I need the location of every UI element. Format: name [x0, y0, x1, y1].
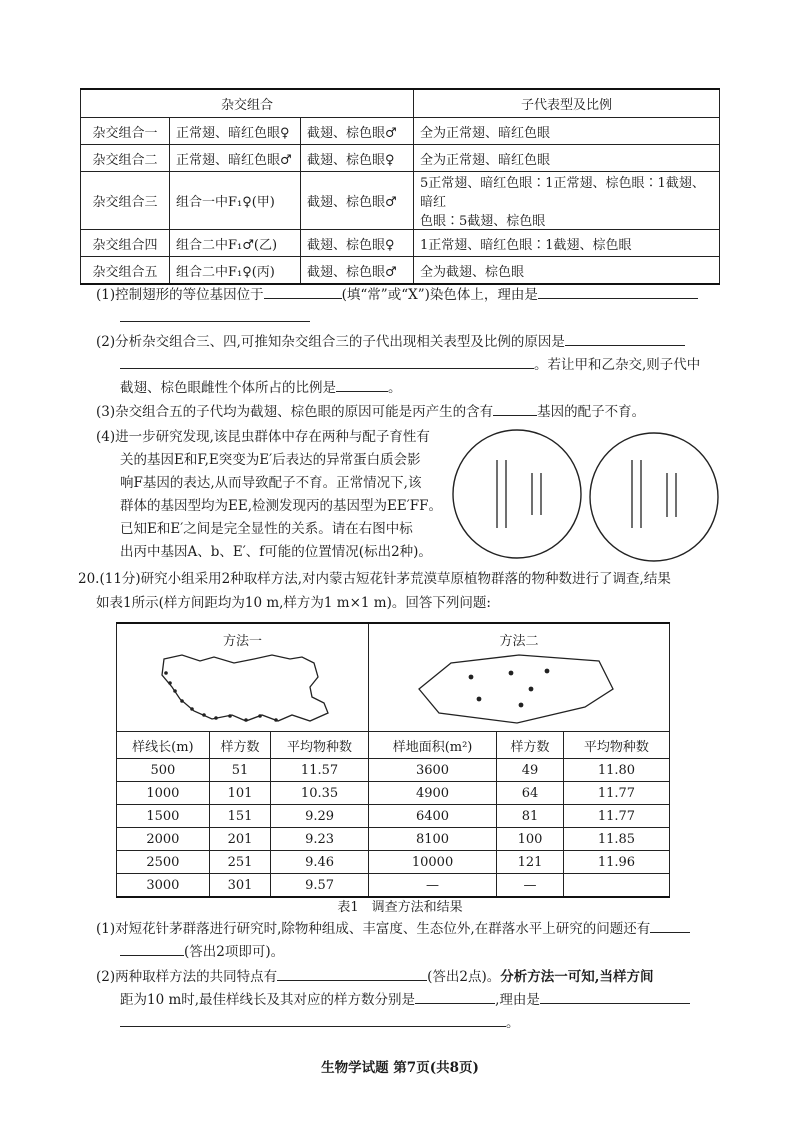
table-cell: 6400	[368, 805, 496, 828]
q4-line-5: 已知E和E′之间是完全显性的关系。请在右图中标	[120, 521, 413, 537]
table-cell: 201	[209, 828, 270, 851]
header-cross: 杂交组合	[81, 89, 414, 118]
q2-text-b: 。若让甲和乙杂交,则子代中	[534, 357, 701, 373]
q20-1-text-a: (1)对短花针茅群落进行研究时,除物种组成、丰富度、生态位外,在群落水平上研究的问题还有	[96, 921, 651, 937]
q4-line-2: 关的基因E和F,E突变为E′后表达的异常蛋白质会影	[120, 452, 421, 468]
parent-1: 正常翅、暗红色眼♂	[170, 145, 301, 172]
table-cell: 151	[209, 805, 270, 828]
table-cell: 49	[497, 759, 564, 782]
table-cell: 121	[497, 851, 564, 874]
table-row	[81, 118, 720, 145]
q20-1-text-b: (答出2项即可)。	[184, 944, 285, 960]
table-cell: 4900	[368, 782, 496, 805]
parent-1: 组合二中F₁♂(乙)	[170, 230, 301, 257]
question-1	[96, 284, 698, 306]
cross-name: 杂交组合五	[81, 257, 170, 285]
table-cell: 8100	[368, 828, 496, 851]
q3-blank-1[interactable]	[493, 401, 537, 416]
q20-2-line-2	[120, 989, 690, 1011]
table-cell: 500	[117, 759, 210, 782]
col-header: 平均物种数	[563, 732, 669, 759]
table-cell: 3000	[117, 874, 210, 898]
q20-2-text-a: (2)两种取样方法的共同特点有	[96, 969, 278, 985]
q2-blank-2[interactable]	[120, 354, 534, 369]
table-row	[117, 805, 670, 828]
cross-name: 杂交组合一	[81, 118, 170, 145]
table-cell: 10000	[368, 851, 496, 874]
table-cell: 11.77	[563, 805, 669, 828]
q3-text-b: 基因的配子不育。	[537, 404, 646, 420]
cross-name: 杂交组合三	[81, 172, 170, 230]
parent-1: 正常翅、暗红色眼♀	[170, 118, 301, 145]
table-row	[117, 851, 670, 874]
q20-line-1: 20.(11分)研究小组采用2种取样方法,对内蒙古短花针茅荒漠草原植物群落的物种数进行了调查,结果	[78, 571, 671, 587]
cell-circle-left	[453, 430, 581, 558]
q3-text-a: (3)杂交组合五的子代均为截翅、棕色眼的原因可能是丙产生的含有	[96, 404, 494, 420]
q20-2-blank-2[interactable]	[415, 989, 495, 1004]
table-cell: 2500	[117, 851, 210, 874]
table-cell: —	[497, 874, 564, 898]
col-header: 样方数	[497, 732, 564, 759]
table-row	[117, 828, 670, 851]
sampling-plot-outline	[419, 655, 613, 723]
parent-2: 截翅、棕色眼♂	[301, 257, 414, 285]
offspring	[414, 172, 720, 230]
q1-text-a: (1)控制翅形的等位基因位于	[96, 287, 264, 303]
method-figure-row	[117, 623, 670, 732]
method-1-cell	[117, 623, 369, 732]
table-cell: 9.23	[271, 828, 369, 851]
q1-blank-1[interactable]	[264, 284, 342, 299]
q20-2-blank-4[interactable]	[120, 1012, 506, 1027]
q20-2	[96, 966, 653, 988]
q20-1-blank-1[interactable]	[650, 918, 690, 933]
q2-text-a: (2)分析杂交组合三、四,可推知杂交组合三的子代出现相关表型及比例的原因是	[96, 334, 565, 350]
table-cell: 10.35	[271, 782, 369, 805]
sampling-plot-points	[469, 669, 550, 708]
table-row	[81, 230, 720, 257]
offspring: 全为截翅、棕色眼	[414, 257, 720, 285]
q20-1-blank-2[interactable]	[120, 941, 184, 956]
q2-blank-1[interactable]	[565, 331, 685, 346]
table-cell: 9.57	[271, 874, 369, 898]
q1-blank-3[interactable]	[120, 307, 310, 322]
offspring: 1正常翅、暗红色眼∶1截翅、棕色眼	[414, 230, 720, 257]
table-cell: 11.80	[563, 759, 669, 782]
q20-2-blank-1[interactable]	[277, 966, 427, 981]
col-header: 样线长(m)	[117, 732, 210, 759]
col-header: 样方数	[209, 732, 270, 759]
table-cell: 301	[209, 874, 270, 898]
table-cell: 11.96	[563, 851, 669, 874]
q2-text-c: 截翅、棕色眼雌性个体所占的比例是	[120, 380, 336, 396]
header-offspring: 子代表型及比例	[414, 89, 720, 118]
offspring: 全为正常翅、暗红色眼	[414, 118, 720, 145]
table-cell: 100	[497, 828, 564, 851]
table-cell: 2000	[117, 828, 210, 851]
parent-2: 截翅、棕色眼♀	[301, 230, 414, 257]
table-cell: 11.77	[563, 782, 669, 805]
q20-2-line-3	[120, 1012, 520, 1034]
table-cell: 64	[497, 782, 564, 805]
col-header: 平均物种数	[271, 732, 369, 759]
question-2-line-3	[120, 377, 402, 399]
table-cell: 1000	[117, 782, 210, 805]
table-cell: 51	[209, 759, 270, 782]
table-cell: 11.57	[271, 759, 369, 782]
offspring-line-2: 色眼∶5截翅、棕色眼	[420, 214, 546, 229]
parent-1: 组合二中F₁♀(丙)	[170, 257, 301, 285]
table-cell: —	[368, 874, 496, 898]
sampling-area-outline	[162, 655, 328, 721]
question-2-line-2	[120, 354, 700, 376]
cross-table	[80, 88, 720, 285]
method-2-cell	[368, 623, 669, 732]
q20-2-text-e: ,理由是	[495, 992, 540, 1008]
table-row	[81, 172, 720, 230]
q20-line-2: 如表1所示(样方间距均为10 m,样方为1 m×1 m)。回答下列问题:	[96, 595, 491, 611]
table-cell: 81	[497, 805, 564, 828]
q20-2-text-b: (答出2点)。	[427, 969, 501, 985]
q2-text-d: 。	[388, 380, 402, 396]
parent-1: 组合一中F₁♀(甲)	[170, 172, 301, 230]
table-row	[117, 759, 670, 782]
q20-1	[96, 918, 690, 940]
method-2-title: 方法二	[499, 634, 539, 649]
parent-2: 截翅、棕色眼♂	[301, 118, 414, 145]
question-3	[96, 401, 645, 423]
cross-name: 杂交组合四	[81, 230, 170, 257]
sampling-line-points	[165, 671, 279, 722]
parent-2: 截翅、棕色眼♀	[301, 145, 414, 172]
table-cell: 9.29	[271, 805, 369, 828]
question-1-cont	[120, 307, 310, 329]
sample-table	[116, 622, 670, 898]
method-1-title: 方法一	[222, 634, 262, 649]
method-1-figure	[142, 649, 342, 727]
sample-table-header	[117, 732, 670, 759]
q1-blank-2[interactable]	[538, 284, 698, 299]
page-footer: 生物学试题 第7页(共8页)	[321, 1060, 479, 1076]
cross-name: 杂交组合二	[81, 145, 170, 172]
q4-line-3: 响F基因的表达,从而导致配子不育。正常情况下,该	[120, 475, 422, 491]
offspring: 全为正常翅、暗红色眼	[414, 145, 720, 172]
table-row	[117, 874, 670, 898]
cell-circle-right	[590, 433, 718, 561]
chromosome-diagram[interactable]	[445, 425, 735, 565]
q20-2-text-c: 分析方法一可知,当样方间	[500, 969, 654, 985]
q20-2-blank-3[interactable]	[540, 989, 690, 1004]
table-row	[117, 782, 670, 805]
q20-2-text-f: 。	[506, 1015, 520, 1031]
cross-table-header	[81, 89, 720, 118]
table-cell: 3600	[368, 759, 496, 782]
q1-text-b: (填“常”或“X”)染色体上，理由是	[341, 287, 538, 303]
table-row	[81, 145, 720, 172]
table-cell: 251	[209, 851, 270, 874]
table-cell: 101	[209, 782, 270, 805]
q2-blank-3[interactable]	[336, 377, 388, 392]
question-2	[96, 331, 685, 353]
table-cell: 1500	[117, 805, 210, 828]
q4-line-4: 群体的基因型均为EE,检测发现丙的基因型为EE′FF。	[120, 498, 443, 514]
table-cell	[563, 874, 669, 898]
q4-line-1: (4)进一步研究发现,该昆虫群体中存在两种与配子育性有	[96, 429, 430, 445]
col-header: 样地面积(m²)	[368, 732, 496, 759]
q20-2-text-d: 距为10 m时,最佳样线长及其对应的样方数分别是	[120, 992, 416, 1008]
table-cell: 9.46	[271, 851, 369, 874]
parent-2: 截翅、棕色眼♂	[301, 172, 414, 230]
method-2-figure	[399, 649, 639, 727]
q4-line-6: 出丙中基因A、b、E′、f可能的位置情况(标出2种)。	[120, 544, 432, 560]
offspring-line-1: 5正常翅、暗红色眼∶1正常翅、棕色眼∶1截翅、暗红	[420, 176, 705, 210]
table-cell: 11.85	[563, 828, 669, 851]
q20-1-cont	[120, 941, 284, 963]
table-caption: 表1 调查方法和结果	[337, 900, 463, 915]
table-row	[81, 257, 720, 285]
